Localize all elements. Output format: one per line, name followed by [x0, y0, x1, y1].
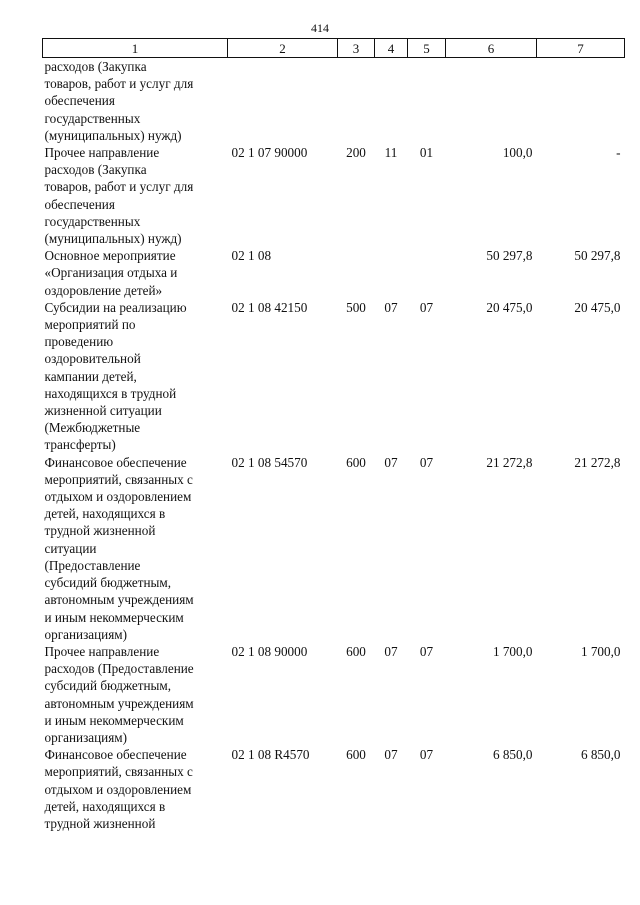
description-line: (муниципальных) нужд)	[44, 231, 182, 247]
row-section	[375, 247, 408, 299]
table-row	[43, 299, 625, 454]
table-row	[43, 746, 625, 832]
description-line: (Межбюджетные	[44, 420, 141, 436]
row-amount-2: 1 700,0	[580, 643, 621, 659]
budget-table	[42, 38, 625, 832]
row-subsection: 07	[419, 299, 434, 315]
row-amount-2: -	[616, 145, 621, 161]
description-line: отдыхом и оздоровлением	[44, 489, 192, 505]
column-header-6: 6	[446, 39, 537, 58]
row-description	[43, 247, 228, 299]
description-line: ситуации	[44, 540, 97, 556]
description-line: и иным некоммерческим	[44, 609, 184, 625]
row-code	[228, 58, 338, 145]
row-section: 07	[384, 747, 398, 763]
column-header-7: 7	[537, 39, 625, 58]
row-code: 02 1 08 42150	[231, 299, 308, 315]
page-number: 414	[311, 21, 329, 35]
row-subsection: 07	[419, 643, 434, 659]
description-line: государственных	[44, 110, 141, 126]
row-section	[375, 58, 408, 145]
row-amount-1: 6 850,0	[492, 747, 533, 763]
row-subsection: 07	[419, 454, 434, 470]
table-header	[43, 39, 625, 58]
row-amount-1	[446, 58, 537, 145]
description-line: обеспечения	[44, 196, 115, 212]
row-code: 02 1 08 R4570	[231, 747, 310, 763]
row-code: 02 1 08 54570	[231, 454, 308, 470]
description-line: трансферты)	[44, 437, 116, 453]
description-line: трудной жизненной	[44, 523, 156, 539]
description-line: Основное мероприятие	[44, 248, 176, 264]
description-line: (Предоставление	[44, 557, 141, 573]
description-line: оздоровление детей»	[44, 282, 163, 298]
row-amount-1: 21 272,8	[486, 454, 533, 470]
description-line: субсидий бюджетным,	[44, 678, 172, 694]
column-header-2: 2	[228, 39, 338, 58]
row-amount-2: 20 475,0	[574, 299, 621, 315]
row-subsection	[408, 247, 446, 299]
description-line: автономным учреждениям	[44, 592, 194, 608]
table-row	[43, 144, 625, 247]
description-line: Финансовое обеспечение	[44, 454, 187, 470]
row-amount-2: 50 297,8	[574, 248, 621, 264]
column-header-1: 1	[43, 39, 228, 58]
table-row	[43, 58, 625, 145]
table-row	[43, 454, 625, 643]
row-amount-1: 50 297,8	[486, 248, 533, 264]
row-section: 07	[384, 299, 398, 315]
description-line: и иным некоммерческим	[44, 712, 184, 728]
row-amount-1: 1 700,0	[492, 643, 533, 659]
row-code: 02 1 08	[231, 248, 272, 264]
description-line: обеспечения	[44, 93, 115, 109]
row-expense-type: 500	[346, 299, 366, 315]
row-subsection: 01	[419, 145, 434, 161]
row-description	[43, 144, 228, 247]
row-section: 07	[384, 454, 398, 470]
description-line: расходов (Предоставление	[44, 661, 194, 677]
description-line: проведению	[44, 334, 114, 350]
description-line: отдыхом и оздоровлением	[44, 781, 192, 797]
table-row	[43, 643, 625, 746]
table-row	[43, 247, 625, 299]
header-row	[43, 39, 625, 58]
row-code: 02 1 08 90000	[231, 643, 308, 659]
row-subsection: 07	[419, 747, 434, 763]
row-description	[43, 299, 228, 454]
row-expense-type: 200	[346, 145, 366, 161]
description-line: товаров, работ и услуг для	[44, 76, 194, 92]
column-header-5: 5	[408, 39, 446, 58]
description-line: расходов (Закупка	[44, 162, 147, 178]
row-expense-type	[338, 247, 375, 299]
description-line: находящихся в трудной	[44, 385, 177, 401]
row-amount-1: 20 475,0	[486, 299, 533, 315]
row-section: 11	[384, 145, 398, 161]
description-line: оздоровительной	[44, 351, 141, 367]
description-line: Прочее направление	[44, 643, 160, 659]
description-line: товаров, работ и услуг для	[44, 179, 194, 195]
description-line: (муниципальных) нужд)	[44, 127, 182, 143]
description-line: автономным учреждениям	[44, 695, 194, 711]
row-expense-type: 600	[346, 747, 366, 763]
row-expense-type: 600	[346, 454, 366, 470]
description-line: мероприятий по	[44, 317, 136, 333]
row-description	[43, 746, 228, 832]
description-line: мероприятий, связанных с	[44, 471, 193, 487]
description-line: Прочее направление	[44, 145, 160, 161]
description-line: жизненной ситуации	[44, 403, 162, 419]
row-subsection	[408, 58, 446, 145]
description-line: трудной жизненной	[44, 815, 156, 831]
description-line: мероприятий, связанных с	[44, 764, 193, 780]
column-header-4: 4	[375, 39, 408, 58]
description-line: «Организация отдыха и	[44, 265, 178, 281]
description-line: организациям)	[44, 626, 128, 642]
row-section: 07	[384, 643, 398, 659]
table-body	[43, 58, 625, 833]
row-description	[43, 58, 228, 145]
row-amount-2: 6 850,0	[580, 747, 621, 763]
row-description	[43, 454, 228, 643]
row-expense-type: 600	[346, 643, 366, 659]
description-line: государственных	[44, 213, 141, 229]
description-line: расходов (Закупка	[44, 59, 147, 74]
description-line: Финансовое обеспечение	[44, 747, 187, 763]
row-code: 02 1 07 90000	[231, 145, 308, 161]
description-line: организациям)	[44, 729, 128, 745]
description-line: Субсидии на реализацию	[44, 299, 187, 315]
row-amount-1: 100,0	[502, 145, 533, 161]
description-line: субсидий бюджетным,	[44, 575, 172, 591]
row-description	[43, 643, 228, 746]
description-line: детей, находящихся в	[44, 798, 166, 814]
description-line: кампании детей,	[44, 368, 137, 384]
column-header-3: 3	[338, 39, 375, 58]
row-amount-2: 21 272,8	[574, 454, 621, 470]
row-amount-2	[537, 58, 625, 145]
description-line: детей, находящихся в	[44, 506, 166, 522]
row-expense-type	[338, 58, 375, 145]
